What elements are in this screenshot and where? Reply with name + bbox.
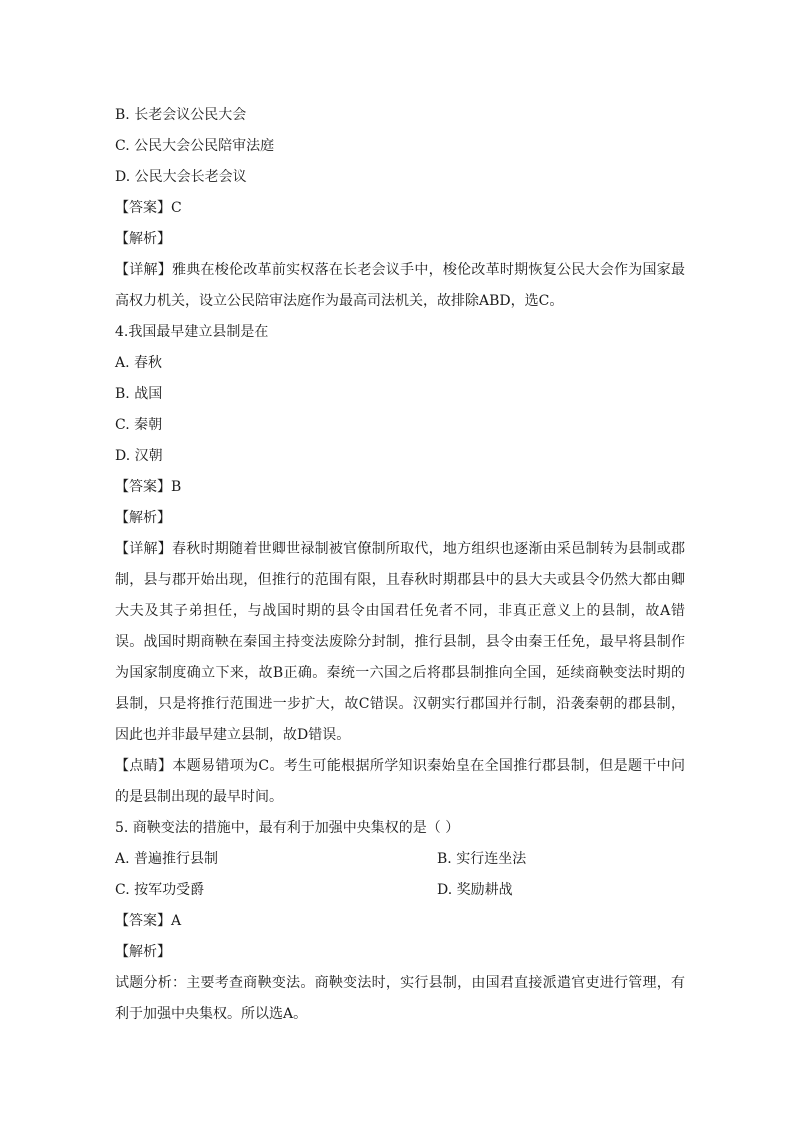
q5-analysis: 试题分析：主要考查商鞅变法。商鞅变法时，实行县制，由国君直接派遣官吏进行管理，有利于加强中央集权。所以选A。: [115, 975, 685, 1022]
q4-detail: [115, 534, 685, 751]
answer-value: B: [171, 479, 182, 495]
answer-tag: 【答案】: [115, 913, 171, 929]
answer-tag: 【答案】: [115, 479, 171, 495]
q3-answer: [115, 193, 685, 224]
answer-tag: 【答案】: [115, 200, 171, 216]
q3-analysis-tag: 【解析】: [115, 231, 171, 247]
q5-option-d: D. 奖励耕战: [437, 882, 513, 898]
q4-option-d: D. 汉朝: [115, 448, 163, 464]
q3-option-b: B. 长老会议公民大会: [115, 107, 247, 123]
detail-tag: 【详解】: [115, 541, 173, 557]
q4-answer: [115, 472, 685, 503]
q5-option-a: A. 普遍推行县制: [115, 851, 219, 867]
q4-question: 4.我国最早建立县制是在: [115, 324, 269, 340]
q4-analysis-tag: 【解析】: [115, 510, 171, 526]
note-tag: 【点睛】: [115, 758, 173, 774]
q5-option-c: C. 按军功受爵: [115, 882, 205, 898]
q4-option-a: A. 春秋: [115, 355, 163, 371]
detail-text: 春秋时期随着世卿世禄制被官僚制所取代，地方组织也逐渐由采邑制转为县制或郡制，县与郡开始出现，但推行的范围有限，且春秋时期郡县中的县大夫或县令仍然大都由卿大夫及其子弟担任，与战国时期的县令由国君任免者不同，非真正意义上的县制，故A错误。战国时期商鞅在秦国主持变法废除分封制，推行县制，县令由秦王任免，最早将县制作为国家制度确立下来，故B正确。秦统一六国之后将郡县制推向全国，延续商鞅变法时期的县制，只是将推行范围进一步扩大，故C错误。汉朝实行郡国并行制，沿袭秦朝的郡县制，因此也并非最早建立县制，故D错误。: [115, 541, 686, 743]
q3-option-d: D. 公民大会长老会议: [115, 169, 247, 185]
q3-option-c: C. 公民大会公民陪审法庭: [115, 138, 275, 154]
q5-answer: [115, 906, 685, 937]
q3-detail: [115, 255, 685, 317]
q4-option-c: C. 秦朝: [115, 417, 163, 433]
detail-tag: 【详解】: [115, 262, 173, 278]
note-text: 本题易错项为C。考生可能根据所学知识秦始皇在全国推行郡县制，但是题干中问的是县制出现的最早时间。: [115, 758, 686, 805]
page-content: [115, 100, 685, 1030]
q5-question: 5. 商鞅变法的措施中，最有利于加强中央集权的是（ ）: [115, 820, 460, 836]
q4-option-b: B. 战国: [115, 386, 163, 402]
answer-value: A: [171, 913, 182, 929]
q5-options-row-1: [115, 844, 685, 875]
q5-option-b: B. 实行连坐法: [437, 851, 527, 867]
q5-analysis-tag: 【解析】: [115, 944, 171, 960]
q5-options-row-2: [115, 875, 685, 906]
detail-text: 雅典在梭伦改革前实权落在长老会议手中，梭伦改革时期恢复公民大会作为国家最高权力机关，设立公民陪审法庭作为最高司法机关，故排除ABD，选C。: [115, 262, 686, 309]
answer-value: C: [171, 200, 182, 216]
q4-note: [115, 751, 685, 813]
